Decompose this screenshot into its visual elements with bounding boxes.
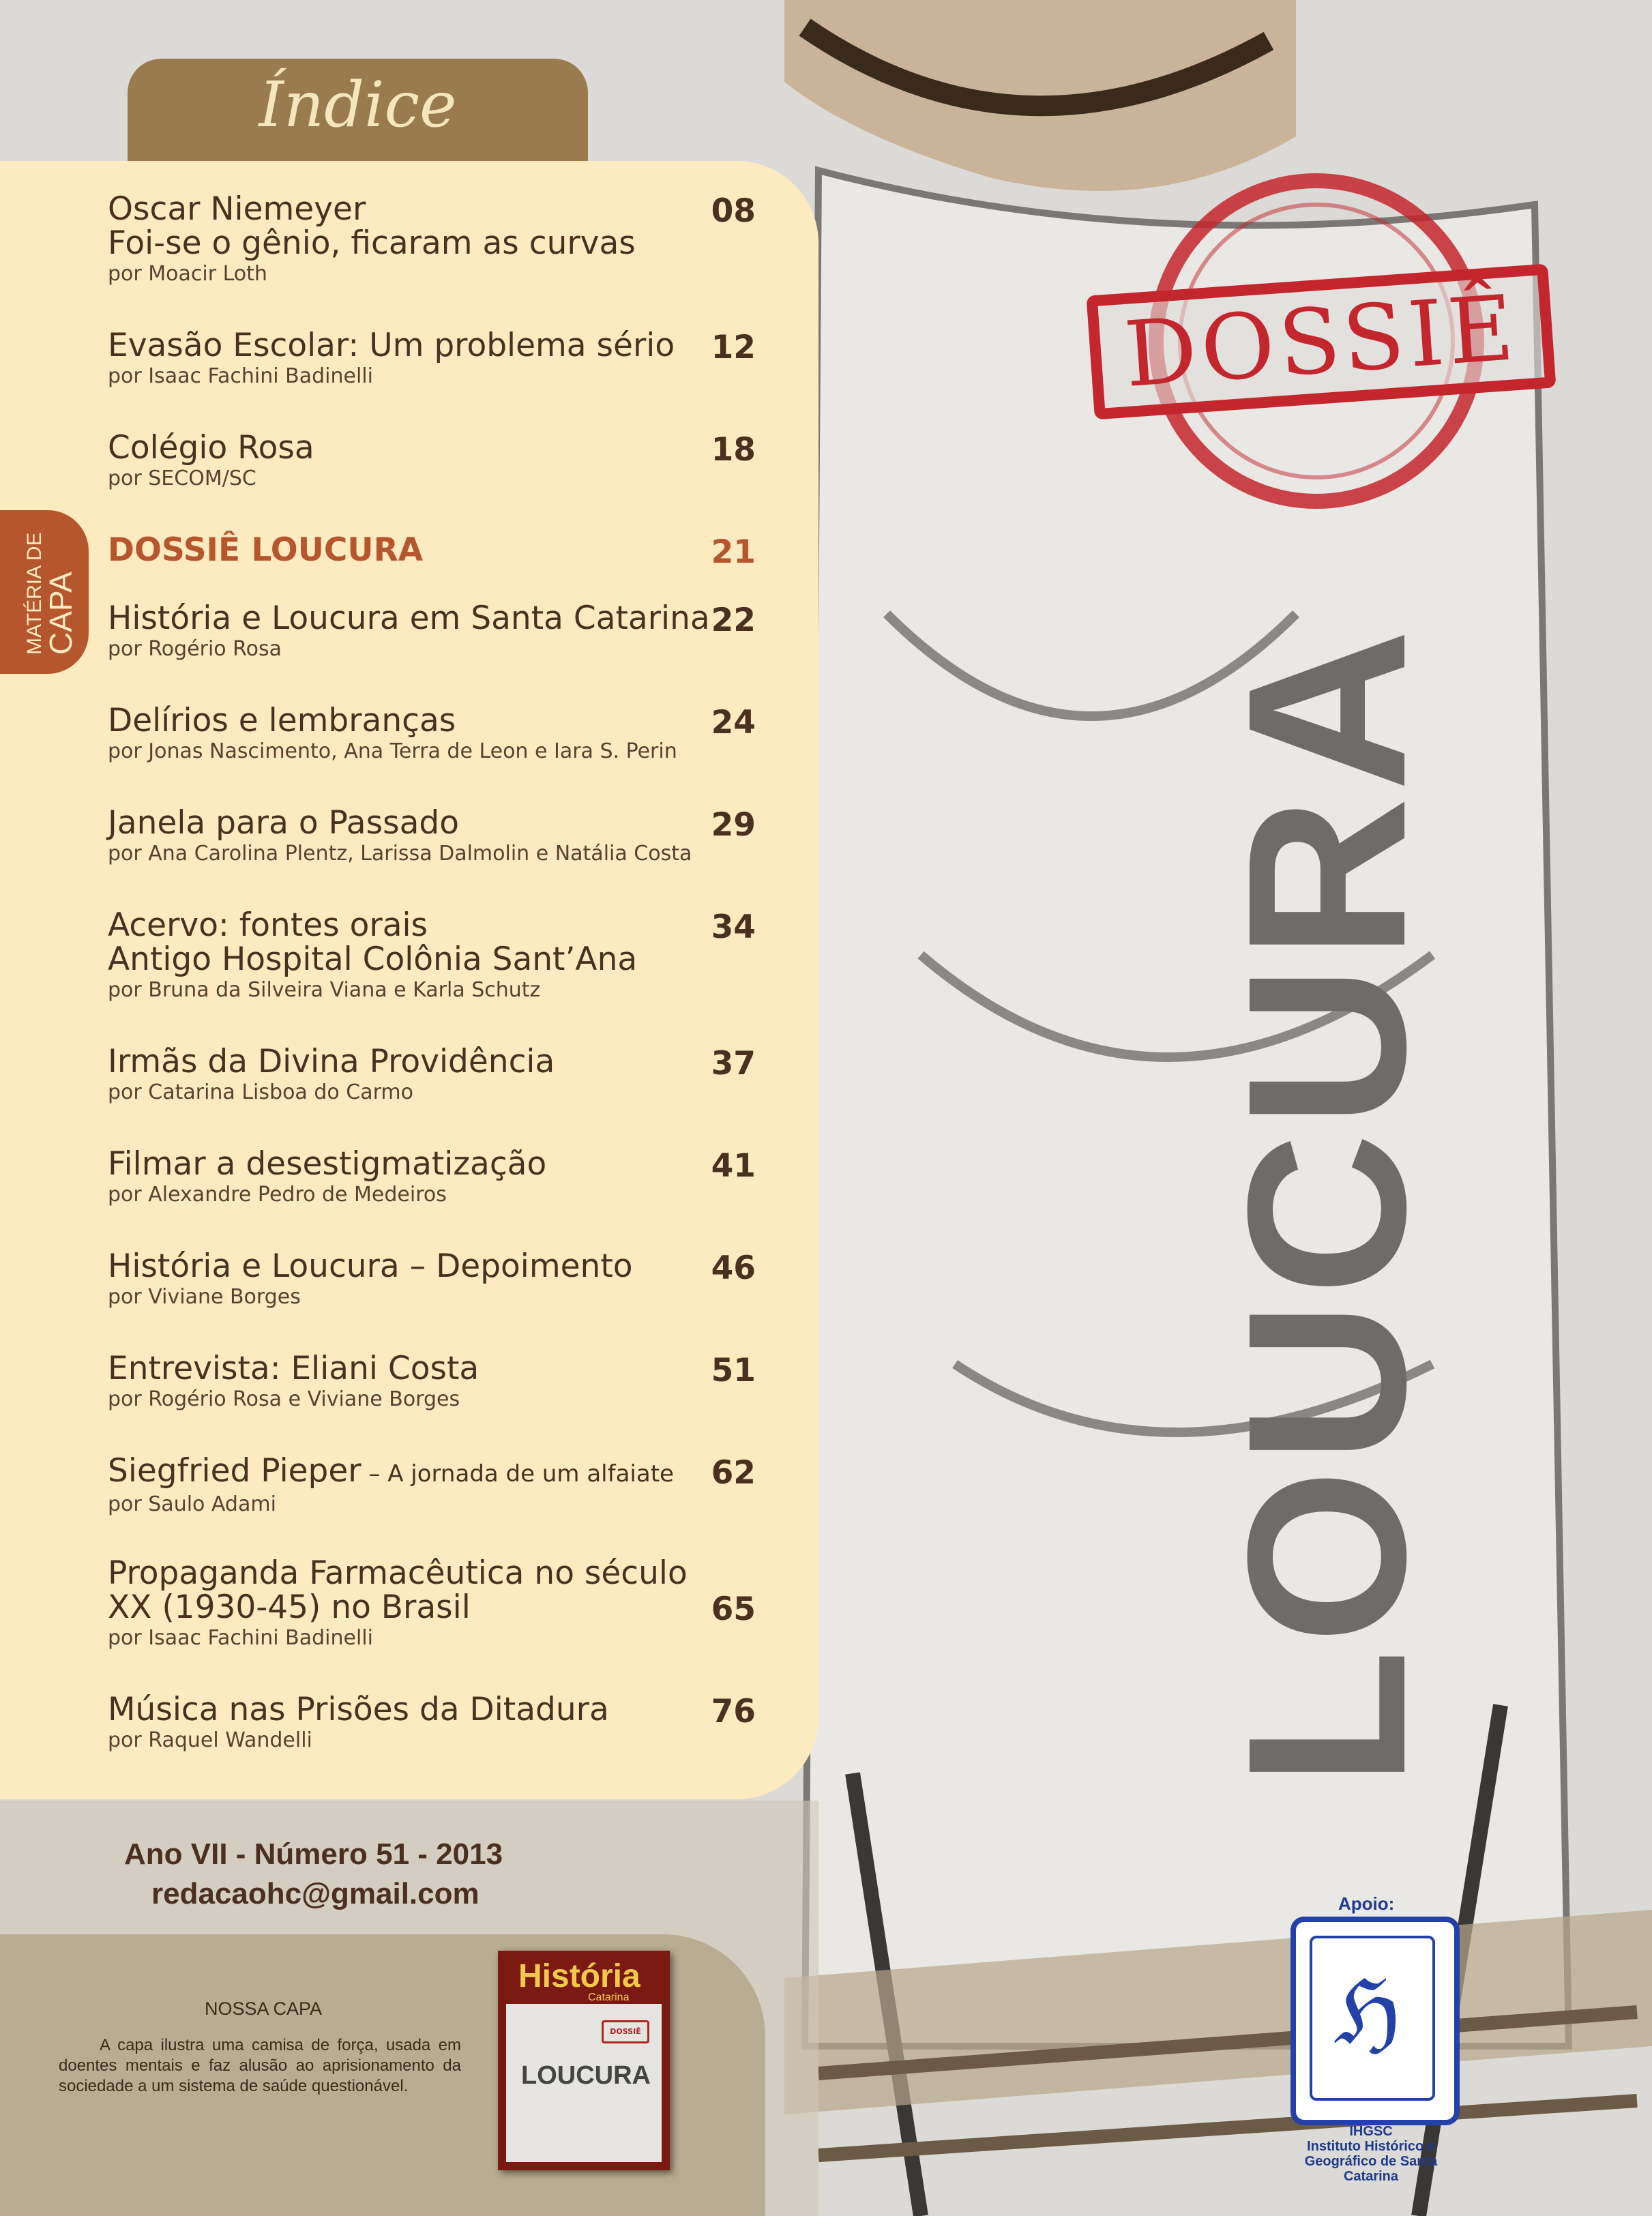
toc-entry-title: DOSSIÊ LOUCURA (108, 531, 424, 569)
toc-entry-page: 18 (711, 431, 756, 469)
toc-entry-author: por Isaac Fachini Badinelli (108, 364, 373, 388)
toc-entry[interactable] (108, 1556, 763, 1652)
toc-entry-page: 08 (711, 192, 756, 230)
toc-entry-author: por Rogério Rosa e Viviane Borges (108, 1387, 460, 1411)
toc-entry[interactable] (108, 329, 763, 390)
toc-entry-page: 34 (711, 908, 756, 946)
cover-note-heading: NOSSA CAPA (205, 1998, 323, 2019)
toc-entry-page: 22 (711, 602, 756, 639)
toc-entry[interactable] (108, 1693, 763, 1754)
toc-entry-author: por Raquel Wandelli (108, 1728, 312, 1752)
cover-thumbnail-title: História (518, 1958, 640, 1994)
sponsor-name-line2: Instituto Histórico e (1307, 2139, 1435, 2154)
sponsor-label: Apoio: (1338, 1893, 1395, 1914)
toc-entry-title-line2: Foi-se o gênio, ficaram as curvas (108, 224, 636, 262)
toc-entry-subtitle: – A jornada de um alfaiate (361, 1460, 674, 1488)
cover-story-label-line1: MATÉRIA DE (23, 532, 46, 655)
toc-entry-page: 41 (711, 1147, 756, 1185)
toc-entry[interactable] (108, 1247, 763, 1311)
cover-story-label (25, 533, 76, 655)
cover-note-text: A capa ilustra uma camisa de força, usada em doentes mentais e faz alusão ao aprisionamento da sociedade a um sistema de saúde questionável. (59, 2036, 461, 2095)
ihgsc-logo (1290, 1917, 1460, 2125)
toc-entry-page: 76 (711, 1693, 756, 1730)
toc-entry[interactable] (108, 806, 763, 868)
toc-entry-title-line2: XX (1930-45) no Brasil (108, 1589, 471, 1626)
toc-entry[interactable] (108, 704, 763, 765)
toc-entry-page: 29 (711, 806, 756, 844)
toc-entry-title: Propaganda Farmacêutica no século (108, 1554, 688, 1592)
index-title: Índice (259, 68, 457, 141)
toc-entry[interactable] (108, 1352, 763, 1413)
toc-entry[interactable] (108, 1147, 763, 1209)
toc-entry-title: Oscar Niemeyer (108, 190, 366, 228)
toc-entry-page: 12 (711, 329, 756, 366)
toc-entry-title: Colégio Rosa (108, 429, 314, 467)
dossie-stamp-text: DOSSIÊ (1086, 264, 1556, 420)
cover-story-label-line2: CAPA (43, 572, 78, 655)
toc-entry-author: por Ana Carolina Plentz, Larissa Dalmolin e Natália Costa (108, 842, 692, 866)
toc-entry-title: Delírios e lembranças (108, 702, 456, 739)
toc-entry-author: por Catarina Lisboa do Carmo (108, 1080, 413, 1104)
toc-entry-page: 24 (711, 704, 756, 741)
cover-thumbnail-stamp: DOSSIÊ (602, 2020, 649, 2043)
toc-entry[interactable] (108, 1454, 763, 1518)
toc-entry-author: por Alexandre Pedro de Medeiros (108, 1183, 447, 1207)
toc-entry[interactable] (108, 908, 763, 1004)
sponsor-name-line1: IHGSC (1349, 2124, 1393, 2139)
sponsor-name (1275, 2124, 1466, 2184)
issue-info (124, 1835, 503, 1914)
toc-entry-author: por Jonas Nascimento, Ana Terra de Leon e Iara S. Perin (108, 739, 677, 763)
toc-entry-title: Irmãs da Divina Providência (108, 1043, 555, 1080)
toc-entry-title: Siegfried Pieper (108, 1452, 362, 1490)
toc-entry-page: 37 (711, 1045, 756, 1082)
loucura-vertical-title: LOUCURA (1200, 623, 1452, 1787)
toc-entry-author: por Rogério Rosa (108, 637, 282, 661)
toc-entry-author: por Saulo Adami (108, 1492, 276, 1516)
toc-entry-title: Filmar a desestigmatização (108, 1145, 547, 1183)
toc-entry-author: por Moacir Loth (108, 262, 267, 286)
issue-line: Ano VII - Número 51 - 2013 (124, 1837, 503, 1871)
toc-entry-page: 65 (711, 1591, 756, 1628)
toc-entry-author: por SECOM/SC (108, 467, 256, 490)
toc-entry-title: Acervo: fontes orais (108, 906, 428, 944)
toc-entry-title: Música nas Prisões da Ditadura (108, 1691, 609, 1728)
toc-entry-title: Entrevista: Eliani Costa (108, 1350, 480, 1387)
toc-entry-page: 21 (711, 533, 756, 571)
cover-thumbnail-masthead (506, 1959, 662, 2004)
toc-entry-title: Janela para o Passado (108, 804, 459, 842)
toc-entry-title: Evasão Escolar: Um problema sério (108, 327, 675, 364)
toc-entry-page: 46 (711, 1250, 756, 1287)
toc-entry-author: por Bruna da Silveira Viana e Karla Schutz (108, 978, 541, 1002)
toc-entry-page: 62 (711, 1454, 756, 1492)
toc-entry-title-row (108, 1454, 763, 1491)
ihgsc-monogram-icon: ℌ (1334, 1960, 1402, 2064)
toc-entry-page: 51 (711, 1352, 756, 1389)
toc-entry[interactable] (108, 1045, 763, 1106)
toc-entry[interactable] (108, 192, 763, 288)
toc-section-dossie[interactable] (108, 531, 763, 571)
sponsor-name-line3: Geográfico de Santa Catarina (1304, 2154, 1438, 2184)
toc-entry[interactable] (108, 602, 763, 663)
cover-thumbnail (498, 1951, 670, 2170)
toc-entry[interactable] (108, 431, 763, 492)
toc-entry-title: História e Loucura – Depoimento (108, 1247, 633, 1285)
cover-thumbnail-subtitle: Catarina (588, 1992, 630, 2003)
cover-thumbnail-page (506, 1959, 662, 2162)
toc-entry-author: por Isaac Fachini Badinelli (108, 1626, 373, 1650)
toc-entry-author: por Viviane Borges (108, 1285, 301, 1309)
toc-entry-title-line2: Antigo Hospital Colônia Sant’Ana (108, 941, 638, 978)
toc-entry-title: História e Loucura em Santa Catarina (108, 600, 710, 637)
contact-email[interactable]: redacaohc@gmail.com (151, 1877, 480, 1910)
cover-thumbnail-word: LOUCURA (521, 2061, 651, 2090)
